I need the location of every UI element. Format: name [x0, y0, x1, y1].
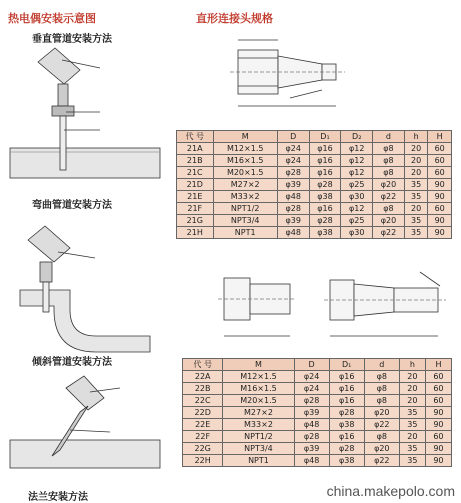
- table-cell: φ39: [277, 215, 309, 227]
- table-cell: NPT1: [223, 455, 294, 467]
- table-cell: φ8: [373, 143, 405, 155]
- table-cell: 20: [399, 395, 425, 407]
- table-row: [183, 395, 452, 407]
- table-cell: φ24: [277, 155, 309, 167]
- table-cell: 90: [428, 215, 452, 227]
- table-cell: 35: [399, 407, 425, 419]
- table-row: [177, 215, 452, 227]
- table-cell: 60: [428, 167, 452, 179]
- table-cell: 20: [404, 143, 428, 155]
- table-cell: 90: [425, 419, 451, 431]
- table-cell: M20×1.5: [213, 167, 277, 179]
- table-cell: φ28: [294, 395, 329, 407]
- table-cell: NPT1/2: [223, 431, 294, 443]
- table-cell: φ38: [309, 227, 341, 239]
- table-cell: φ12: [341, 203, 373, 215]
- table-cell: φ22: [364, 419, 399, 431]
- table-row: [177, 155, 452, 167]
- table-header-row: [177, 131, 452, 143]
- table-cell: 21B: [177, 155, 214, 167]
- table-cell: 20: [399, 371, 425, 383]
- table-row: [177, 143, 452, 155]
- table-cell: φ28: [309, 179, 341, 191]
- header-code: 代 号: [177, 131, 214, 143]
- table-cell: 21F: [177, 203, 214, 215]
- table-cell: φ12: [341, 155, 373, 167]
- table-cell: φ28: [277, 167, 309, 179]
- table-cell: φ25: [341, 179, 373, 191]
- table-cell: φ38: [329, 419, 364, 431]
- table-cell: 20: [404, 155, 428, 167]
- table-cell: φ16: [309, 155, 341, 167]
- header-m: M: [213, 131, 277, 143]
- table-cell: 35: [404, 191, 428, 203]
- table-cell: M33×2: [223, 419, 294, 431]
- table-cell: 35: [404, 179, 428, 191]
- header-big-h: H: [428, 131, 452, 143]
- table-row: [183, 431, 452, 443]
- header-d: D: [277, 131, 309, 143]
- table-cell: 60: [425, 431, 451, 443]
- table-cell: φ25: [341, 215, 373, 227]
- table-cell: φ8: [364, 431, 399, 443]
- table-cell: 60: [425, 371, 451, 383]
- straight-connector-drawing-1: [230, 40, 345, 106]
- table-cell: φ39: [294, 407, 329, 419]
- spec-table-21: [176, 130, 452, 239]
- table-row: [177, 191, 452, 203]
- table-cell: φ8: [364, 395, 399, 407]
- header-code: 代 号: [183, 359, 223, 371]
- header-small-d: d: [364, 359, 399, 371]
- table-cell: φ16: [309, 203, 341, 215]
- table-cell: φ39: [277, 179, 309, 191]
- table-cell: 22H: [183, 455, 223, 467]
- table-cell: φ48: [277, 227, 309, 239]
- table-cell: φ39: [294, 443, 329, 455]
- table-cell: φ48: [294, 455, 329, 467]
- table-cell: φ12: [341, 167, 373, 179]
- table-cell: φ24: [294, 383, 329, 395]
- table-cell: 35: [399, 443, 425, 455]
- table-row: [177, 203, 452, 215]
- header-h: h: [404, 131, 428, 143]
- table-cell: NPT3/4: [223, 443, 294, 455]
- table-cell: 35: [404, 227, 428, 239]
- table-cell: φ8: [373, 167, 405, 179]
- table-cell: 90: [428, 227, 452, 239]
- method-bent: 弯曲管道安装方法: [32, 200, 112, 211]
- header-h: h: [399, 359, 425, 371]
- table-cell: φ22: [364, 455, 399, 467]
- table-row: [177, 179, 452, 191]
- table-cell: 35: [404, 215, 428, 227]
- table-cell: 22A: [183, 371, 223, 383]
- table-cell: M27×2: [213, 179, 277, 191]
- table-cell: φ28: [329, 407, 364, 419]
- bent-install-diagram: [20, 226, 150, 352]
- table-cell: φ30: [341, 227, 373, 239]
- table-cell: φ20: [364, 407, 399, 419]
- table-cell: 22E: [183, 419, 223, 431]
- table-cell: 20: [404, 167, 428, 179]
- table-cell: 22B: [183, 383, 223, 395]
- table-cell: 35: [399, 419, 425, 431]
- table-cell: NPT3/4: [213, 215, 277, 227]
- table-cell: NPT1: [213, 227, 277, 239]
- table-cell: 60: [425, 395, 451, 407]
- header-d1: D₁: [329, 359, 364, 371]
- left-title: 热电偶安装示意图: [8, 12, 96, 25]
- header-big-h: H: [425, 359, 451, 371]
- table-cell: φ8: [373, 155, 405, 167]
- table-cell: φ24: [294, 371, 329, 383]
- table-cell: M12×1.5: [223, 371, 294, 383]
- table-cell: 20: [399, 431, 425, 443]
- table-cell: φ28: [309, 215, 341, 227]
- table-cell: M27×2: [223, 407, 294, 419]
- table-cell: φ16: [329, 371, 364, 383]
- header-d: D: [294, 359, 329, 371]
- table-cell: φ16: [329, 431, 364, 443]
- method-inclined: 倾斜管道安装方法: [32, 357, 112, 368]
- table-cell: φ20: [373, 215, 405, 227]
- header-d2: D₂: [341, 131, 373, 143]
- table-cell: M16×1.5: [213, 155, 277, 167]
- vertical-install-diagram: [10, 48, 160, 178]
- table-cell: φ28: [329, 443, 364, 455]
- table-cell: φ22: [373, 227, 405, 239]
- table-cell: φ22: [373, 191, 405, 203]
- table-row: [183, 383, 452, 395]
- table-cell: φ38: [309, 191, 341, 203]
- method-vertical: 垂直管道安装方法: [32, 34, 112, 45]
- table-cell: φ16: [329, 395, 364, 407]
- table-cell: 90: [425, 455, 451, 467]
- table-cell: 22D: [183, 407, 223, 419]
- straight-connector-drawing-2: [218, 272, 446, 336]
- table-cell: 22G: [183, 443, 223, 455]
- table-cell: φ8: [364, 383, 399, 395]
- table-cell: 60: [428, 155, 452, 167]
- table-cell: φ20: [364, 443, 399, 455]
- table-cell: φ38: [329, 455, 364, 467]
- table-cell: φ20: [373, 179, 405, 191]
- table-cell: 21D: [177, 179, 214, 191]
- table-cell: 60: [428, 203, 452, 215]
- table-cell: NPT1/2: [213, 203, 277, 215]
- table-cell: M33×2: [213, 191, 277, 203]
- table-row: [183, 419, 452, 431]
- table-cell: φ28: [277, 203, 309, 215]
- table-row: [183, 455, 452, 467]
- watermark: china.makepolo.com: [326, 483, 455, 499]
- table-cell: 60: [428, 143, 452, 155]
- table-cell: 21H: [177, 227, 214, 239]
- table-cell: 21A: [177, 143, 214, 155]
- table-cell: 21G: [177, 215, 214, 227]
- table-cell: φ16: [309, 167, 341, 179]
- table-cell: 90: [428, 179, 452, 191]
- table-cell: φ8: [373, 203, 405, 215]
- inclined-install-diagram: [10, 376, 160, 468]
- table-cell: φ12: [341, 143, 373, 155]
- table-cell: M16×1.5: [223, 383, 294, 395]
- table-cell: 21C: [177, 167, 214, 179]
- table-cell: φ30: [341, 191, 373, 203]
- table-cell: 90: [425, 443, 451, 455]
- table-cell: 20: [399, 383, 425, 395]
- right-title: 直形连接头规格: [196, 12, 273, 25]
- table-cell: φ16: [329, 383, 364, 395]
- table-cell: 90: [428, 191, 452, 203]
- table-cell: M20×1.5: [223, 395, 294, 407]
- spec-table-22: [182, 358, 452, 467]
- table-row: [183, 407, 452, 419]
- table-cell: φ48: [294, 419, 329, 431]
- table-cell: φ48: [277, 191, 309, 203]
- table-cell: 22F: [183, 431, 223, 443]
- table-row: [183, 371, 452, 383]
- table-cell: M12×1.5: [213, 143, 277, 155]
- header-m: M: [223, 359, 294, 371]
- table-cell: 90: [425, 407, 451, 419]
- table-cell: 60: [425, 383, 451, 395]
- table-cell: 20: [404, 203, 428, 215]
- table-cell: 22C: [183, 395, 223, 407]
- table-cell: φ8: [364, 371, 399, 383]
- table-cell: 35: [399, 455, 425, 467]
- method-flange: 法兰安装方法: [28, 492, 88, 503]
- table-header-row: [183, 359, 452, 371]
- table-row: [177, 167, 452, 179]
- table-cell: 21E: [177, 191, 214, 203]
- table-cell: φ28: [294, 431, 329, 443]
- table-cell: φ16: [309, 143, 341, 155]
- header-small-d: d: [373, 131, 405, 143]
- table-row: [183, 443, 452, 455]
- table-cell: φ24: [277, 143, 309, 155]
- table-row: [177, 227, 452, 239]
- header-d1: D₁: [309, 131, 341, 143]
